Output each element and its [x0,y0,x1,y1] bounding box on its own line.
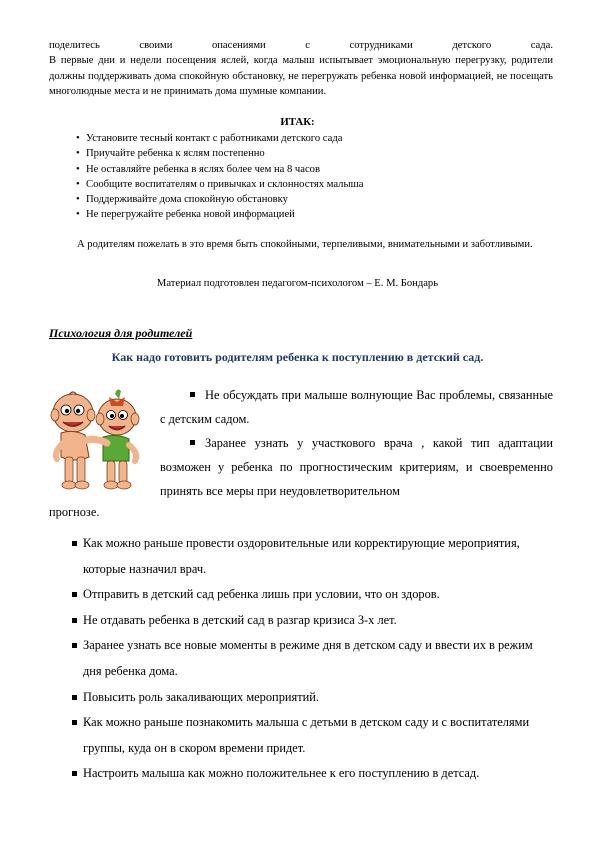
square-bullet-icon [72,720,77,725]
list-item: Не обсуждать при малыше волнующие Вас проблемы, связанные с детским садом. [160,388,553,426]
bullet-icon: • [76,194,80,206]
list-item: • Установите тесный контакт с работниками детского сада [76,131,363,146]
square-bullet-icon [72,618,77,623]
bullet-icon: • [76,178,80,190]
square-bullet-icon [72,643,77,648]
intro-text: В первые дни и недели посещения яслей, когда малыш испытывает эмоциональную перегрузку, родители должны поддерживать дома спокойную обстановку, не перегружать ребенка новой информацией, не посещать многолюдные места и не принимать дома шумные компании. [49,55,553,98]
list-item: Не отдавать ребенка в детский сад в разгар кризиса 3-х лет. [72,608,552,634]
author-credit: Материал подготовлен педагогом-психологом – Е. М. Бондарь [156,278,439,289]
square-bullet-icon [72,695,77,700]
bullet-icon: • [76,133,80,144]
list-item: Как можно раньше познакомить малыша с детьми в детском саду и с воспитателями группы, куда он в скором времени придет. [72,710,552,761]
list-item: Заранее узнать все новые моменты в режиме дня в детском саду и ввести их в режим дня ребенка дома. [72,633,552,684]
square-bullet-icon [72,771,77,776]
list-item: • Не оставляйте ребенка в яслях более чем на 8 часов [76,162,363,177]
list-item: • Поддерживайте дома спокойную обстановку [76,192,363,207]
list-item: • Сообщите воспитателям о привычках и склонностях малыша [76,177,363,192]
bullet-icon: • [76,209,80,221]
square-bullet-icon [190,392,195,397]
first-items [160,383,553,503]
list-item: Как можно раньше провести оздоровительные или корректирующие мероприятия, которые назначил врач. [72,531,552,582]
section-title: Психология для родителей [49,326,193,340]
list-item: • Не перегружайте ребенка новой информацией [76,207,363,222]
wish-paragraph: А родителям пожелать в это время быть спокойными, терпеливыми, внимательными и заботливыми. [77,239,533,250]
two-babies-clipart [45,385,145,493]
summary-list [76,131,363,223]
list-item: Заранее узнать у участкового врача , какой тип адаптации возможен у ребенка по прогностическим критериям, и своевременно принять все меры при неудовлетворительном [160,436,553,498]
list-item-end: прогнозе. [49,505,100,519]
summary-title: ИТАК: [280,116,315,128]
list-item: Настроить малыша как можно положительнее к его поступлению в детсад. [72,761,552,787]
square-bullet-icon [72,541,77,546]
intro-paragraph [49,38,553,100]
square-bullet-icon [190,440,195,445]
bullet-icon: • [76,148,80,160]
intro-line-1: поделитесь своими опасениями с сотрудниками детского сада. [49,40,553,51]
tips-list [72,531,552,787]
list-item: Повысить роль закаливающих мероприятий. [72,685,552,711]
page-title: Как надо готовить родителям ребенка к поступлению в детский сад. [111,350,484,364]
square-bullet-icon [72,592,77,597]
list-item: Отправить в детский сад ребенка лишь при условии, что он здоров. [72,582,552,608]
list-item: • Приучайте ребенка к яслям постепенно [76,146,363,161]
bullet-icon: • [76,163,80,175]
